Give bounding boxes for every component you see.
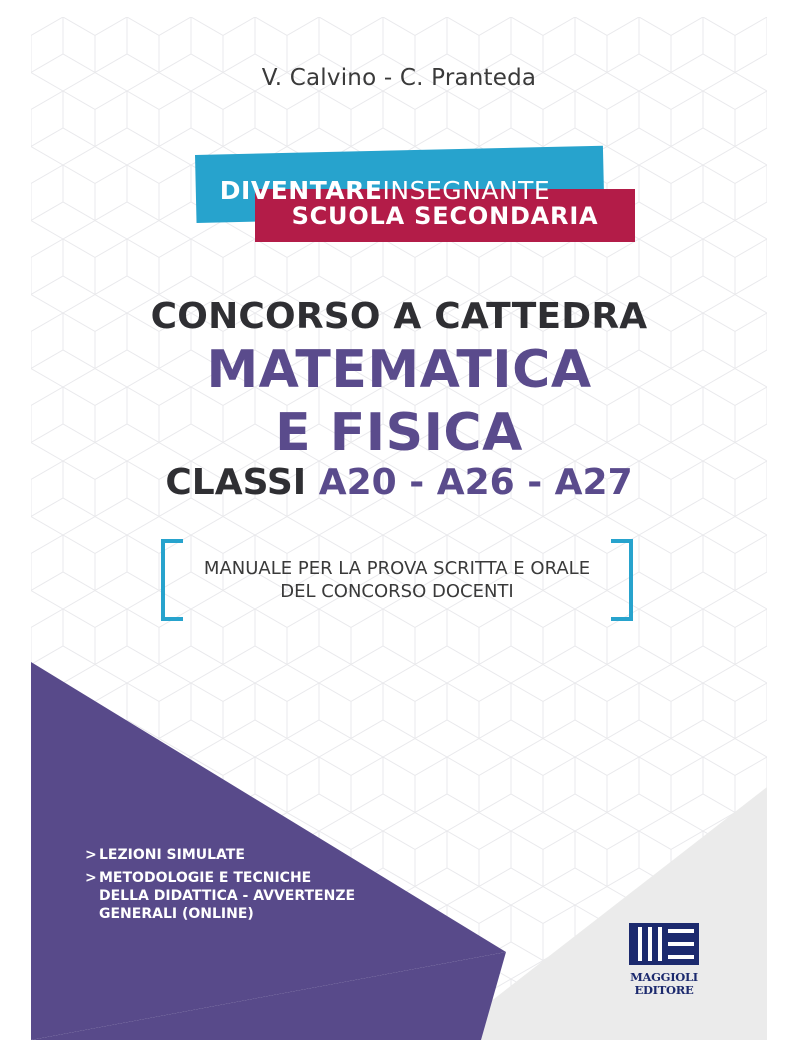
feature-text: LEZIONI SIMULATE bbox=[99, 847, 245, 863]
description bbox=[183, 557, 611, 603]
classi-codes: A20 - A26 - A27 bbox=[318, 462, 633, 503]
title-line-2: MATEMATICA bbox=[206, 340, 592, 400]
publisher-logo bbox=[626, 921, 702, 1001]
bullet-arrow-icon: > bbox=[85, 847, 97, 863]
classi-line bbox=[31, 462, 767, 503]
series-word-bold: DIVENTARE bbox=[219, 176, 383, 205]
title-line-1: CONCORSO A CATTEDRA bbox=[150, 296, 648, 337]
description-line-2: DEL CONCORSO DOCENTI bbox=[280, 581, 514, 602]
feature-text: METODOLOGIE E TECNICHE DELLA DIDATTICA - AVVERTENZE GENERALI (ONLINE) bbox=[99, 870, 356, 922]
right-bracket bbox=[611, 539, 633, 621]
left-bracket bbox=[161, 539, 183, 621]
series-word-light: INSEGNANTE bbox=[382, 176, 551, 205]
feature-list bbox=[85, 846, 385, 928]
maggioli-logo-icon bbox=[626, 921, 702, 967]
book-cover bbox=[31, 17, 767, 1040]
classi-label: CLASSI bbox=[165, 462, 307, 503]
title-line-3: E FISICA bbox=[275, 403, 523, 463]
series-subtitle: SCUOLA SECONDARIA bbox=[291, 202, 599, 230]
authors: V. Calvino - C. Pranteda bbox=[261, 65, 537, 91]
publisher-subname: EDITORE bbox=[634, 983, 694, 997]
feature-item bbox=[85, 846, 385, 864]
publisher-name: MAGGIOLI bbox=[630, 970, 698, 984]
series-title bbox=[195, 176, 575, 205]
bullet-arrow-icon: > bbox=[85, 870, 97, 886]
feature-item bbox=[85, 869, 385, 923]
description-line-1: MANUALE PER LA PROVA SCRITTA E ORALE bbox=[203, 558, 591, 579]
